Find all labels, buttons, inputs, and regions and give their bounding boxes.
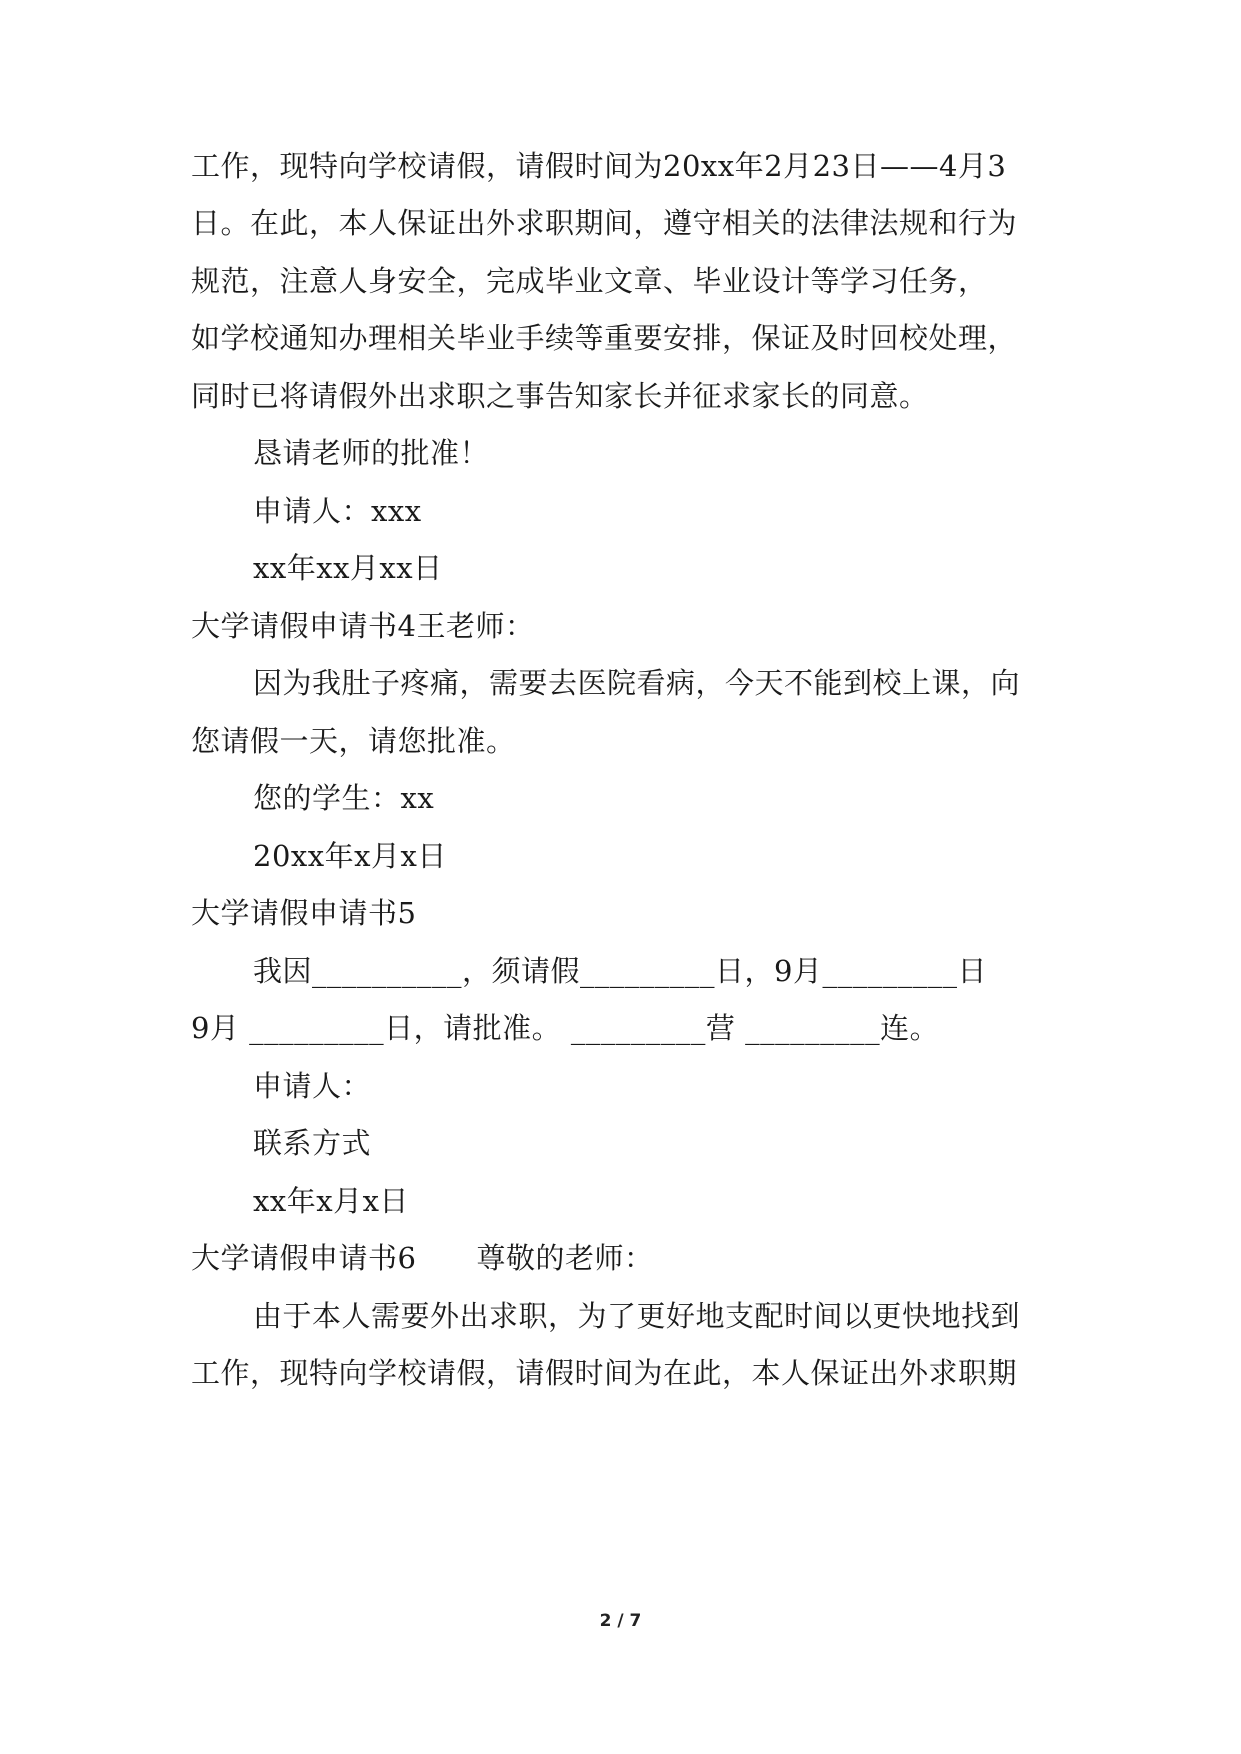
- date-line-3: xx年x月x日: [253, 1184, 409, 1218]
- section-heading-4: 大学请假申请书4王老师：: [191, 609, 535, 643]
- body-line-2: 日。在此，本人保证出外求职期间，遵守相关的法律法规和行为: [191, 206, 1018, 240]
- date-line-2: 20xx年x月x日: [253, 839, 447, 873]
- form-line-2: 9月 _________日，请批准。 _________营 _________连。: [191, 1011, 940, 1045]
- salutation: 尊敬的老师：: [476, 1241, 654, 1275]
- contact-label-line: 联系方式: [253, 1126, 372, 1160]
- body-line-9: 工作，现特向学校请假，请假时间为在此，本人保证出外求职期: [191, 1356, 1018, 1390]
- request-approval-line: 恳请老师的批准！: [253, 436, 490, 470]
- body-line-1: 工作，现特向学校请假，请假时间为20xx年2月23日——4月3: [191, 149, 1007, 183]
- body-line-6: 因为我肚子疼痛，需要去医院看病，今天不能到校上课，向: [253, 666, 1021, 700]
- applicant-line: 申请人：xxx: [253, 494, 422, 528]
- student-signature-line: 您的学生：xx: [253, 781, 435, 815]
- body-line-7: 您请假一天，请您批准。: [191, 724, 516, 758]
- body-line-4: 如学校通知办理相关毕业手续等重要安排，保证及时回校处理，: [191, 321, 1018, 355]
- body-line-8: 由于本人需要外出求职，为了更好地支配时间以更快地找到: [253, 1299, 1021, 1333]
- section-heading-5: 大学请假申请书5: [191, 896, 417, 930]
- section-heading-6: 大学请假申请书6: [191, 1241, 417, 1275]
- date-line: xx年xx月xx日: [253, 551, 443, 585]
- form-line-1: 我因__________，须请假_________日，9月_________日: [253, 954, 987, 988]
- section-heading-6-line: [191, 1238, 653, 1278]
- body-line-3: 规范，注意人身安全，完成毕业文章、毕业设计等学习任务，: [191, 264, 988, 298]
- page-number: 2 / 7: [599, 1611, 642, 1631]
- applicant-label-line: 申请人：: [253, 1069, 372, 1103]
- body-line-5: 同时已将请假外出求职之事告知家长并征求家长的同意。: [191, 379, 929, 413]
